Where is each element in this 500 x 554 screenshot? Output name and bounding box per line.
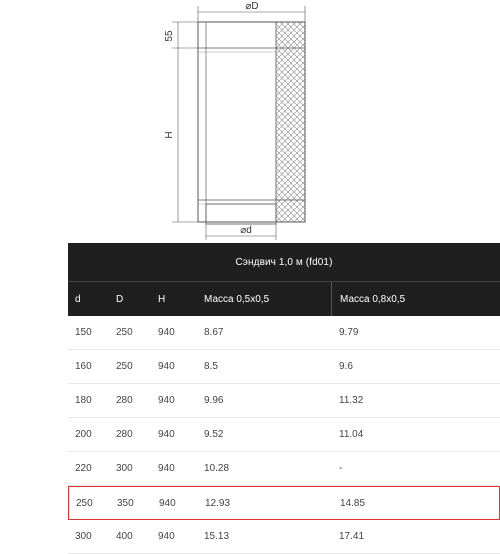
cell-H: 940 (158, 531, 175, 542)
table-row (68, 316, 500, 350)
cell-mass-05: 15.13 (204, 531, 230, 542)
column-header-mass-05: Масса 0,5х0,5 (204, 293, 270, 305)
cell-D: 300 (116, 463, 133, 474)
column-header-d: d (75, 293, 81, 305)
cell-H: 940 (158, 463, 175, 474)
insulation-layer (276, 22, 305, 222)
column-header-D: D (116, 293, 124, 305)
table-row (68, 452, 500, 486)
cell-H: 940 (158, 395, 175, 406)
dimension-outer-label: ⌀D (245, 1, 259, 12)
cell-d: 160 (75, 361, 92, 372)
cell-mass-08: 17.41 (339, 531, 365, 542)
pipe-schematic (0, 0, 500, 245)
table-row (68, 520, 500, 554)
cell-mass-05: 8.67 (204, 327, 224, 338)
cell-D: 250 (116, 361, 133, 372)
cell-mass-08: - (339, 463, 343, 474)
cell-H: 940 (158, 429, 175, 440)
cell-D: 280 (116, 395, 133, 406)
cell-mass-05: 9.96 (204, 395, 224, 406)
column-header-mass-08: Масса 0,8х0,5 (331, 282, 500, 316)
column-header-H: H (158, 293, 166, 305)
cell-D: 280 (116, 429, 133, 440)
cell-d: 180 (75, 395, 92, 406)
table-row (68, 418, 500, 452)
cell-mass-08: 9.79 (339, 327, 359, 338)
cell-D: 250 (116, 327, 133, 338)
cell-d: 150 (75, 327, 92, 338)
table-body (68, 316, 500, 554)
column-headers (68, 281, 500, 316)
dimension-socket-label: 55 (164, 30, 175, 42)
cell-mass-08: 11.04 (339, 429, 364, 440)
cell-d: 300 (75, 531, 92, 542)
cell-mass-08: 11.32 (339, 395, 364, 406)
cell-mass-05: 12.93 (205, 497, 231, 509)
table-row (68, 350, 500, 384)
spigot (206, 204, 276, 224)
cell-mass-05: 8.5 (204, 361, 218, 372)
cell-H: 940 (158, 327, 175, 338)
cell-d: 200 (75, 429, 92, 440)
product-drawing (0, 0, 500, 245)
cell-mass-08: 14.85 (340, 497, 366, 509)
cell-D: 350 (117, 497, 134, 509)
cell-d: 250 (76, 497, 93, 509)
cell-H: 940 (158, 361, 175, 372)
dimension-height-label: H (164, 131, 175, 139)
dimension-inner-label: ⌀d (240, 225, 252, 236)
cell-mass-08: 9.6 (339, 361, 353, 372)
cell-d: 220 (75, 463, 92, 474)
table-row (68, 384, 500, 418)
cell-H: 940 (159, 497, 176, 509)
cell-mass-05: 10.28 (204, 463, 230, 474)
cell-mass-05: 9.52 (204, 429, 224, 440)
cell-D: 400 (116, 531, 133, 542)
spec-table (68, 243, 500, 554)
table-row-highlighted (68, 486, 500, 520)
table-header (68, 243, 500, 316)
table-title: Сэндвич 1,0 м (fd01) (235, 256, 333, 268)
